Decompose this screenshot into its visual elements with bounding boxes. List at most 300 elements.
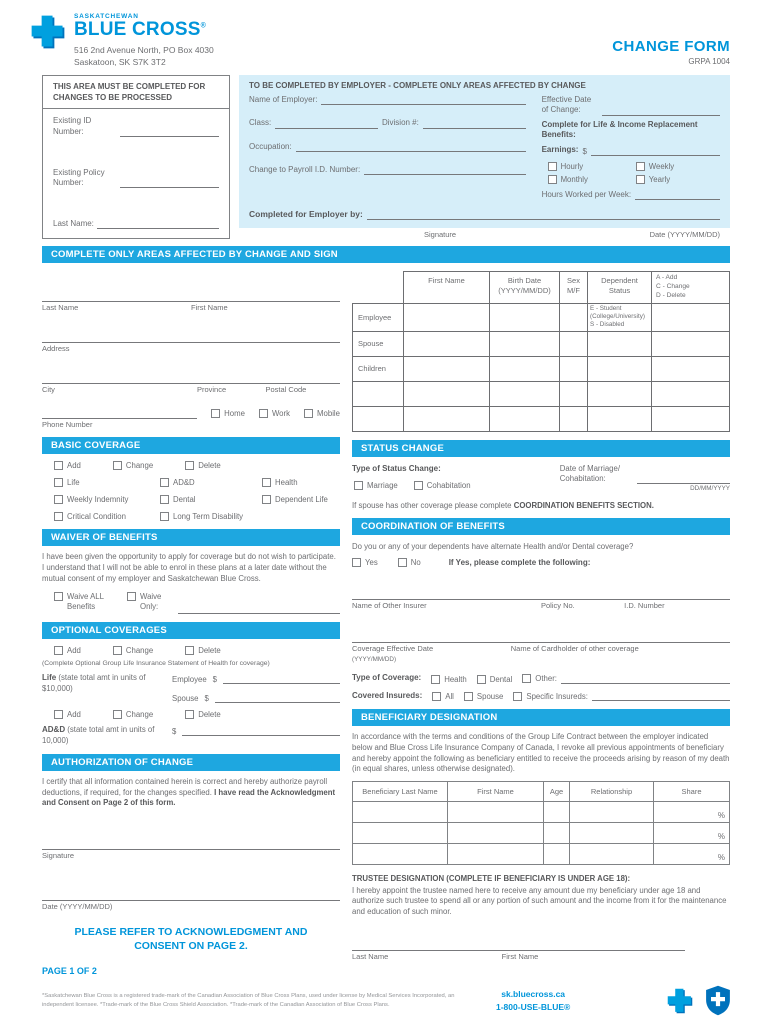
dependent-cell[interactable] bbox=[560, 357, 588, 382]
cohabitation-option bbox=[414, 481, 471, 490]
dependent-cell[interactable] bbox=[490, 382, 560, 407]
completed-by-label: Completed for Employer by: bbox=[249, 209, 363, 220]
postal-code-label: Postal Code bbox=[265, 385, 307, 395]
weekly-indemnity-checkbox[interactable] bbox=[54, 495, 63, 504]
insureds-spouse-option bbox=[464, 692, 503, 701]
optional-life-amounts bbox=[42, 673, 340, 703]
legend-add: A - Add bbox=[656, 274, 678, 282]
address-line1: 516 2nd Avenue North, PO Box 4030 bbox=[74, 45, 214, 55]
coverage-dental-label: Dental bbox=[489, 674, 513, 684]
marriage-date-input[interactable] bbox=[637, 474, 730, 484]
dependent-cell[interactable] bbox=[490, 304, 560, 332]
basic-change-label: Change bbox=[125, 461, 154, 471]
hours-worked-label: Hours Worked per Week: bbox=[541, 189, 632, 199]
insureds-specific-input[interactable] bbox=[592, 691, 730, 701]
opt-add-delete-label: Delete bbox=[198, 710, 221, 720]
earnings-field bbox=[542, 145, 720, 156]
basic-delete-label: Delete bbox=[198, 461, 221, 471]
footer-row bbox=[42, 985, 732, 1016]
optional-add-amounts bbox=[42, 725, 340, 746]
coordination-question: Do you or any of your dependents have alternate Health and/or Dental coverage? bbox=[352, 541, 634, 551]
employee-amount-row bbox=[172, 674, 340, 684]
weekly-indemnity-label: Weekly Indemnity bbox=[67, 495, 129, 505]
dependent-cell[interactable] bbox=[652, 407, 730, 432]
waive-only-option bbox=[127, 592, 340, 614]
effective-date-input[interactable] bbox=[602, 106, 720, 116]
dependent-cell[interactable] bbox=[588, 382, 652, 407]
status-note-text: If spouse has other coverage please complete bbox=[352, 500, 512, 510]
insurer-labels bbox=[352, 601, 730, 610]
insurer-input-line[interactable] bbox=[352, 583, 730, 600]
earnings-dollar-sign: $ bbox=[582, 146, 587, 156]
beneficiary-cell[interactable] bbox=[544, 802, 570, 823]
dependent-cell[interactable] bbox=[588, 407, 652, 432]
add-amount-row bbox=[172, 726, 340, 736]
coverage-date-input-line[interactable] bbox=[352, 626, 730, 643]
class-input[interactable] bbox=[275, 119, 378, 129]
coverage-dental-checkbox[interactable] bbox=[477, 675, 486, 684]
mobile-option bbox=[304, 409, 340, 418]
opt-add-delete-checkbox[interactable] bbox=[185, 710, 194, 719]
earnings-label: Earnings: bbox=[541, 145, 579, 155]
city-labels bbox=[42, 385, 340, 394]
beneficiary-cell[interactable] bbox=[544, 823, 570, 844]
coverage-other-checkbox[interactable] bbox=[522, 674, 531, 683]
dependent-header-sex: Sex M/F bbox=[560, 271, 588, 304]
dependent-cell[interactable] bbox=[490, 332, 560, 357]
beneficiary-cell[interactable] bbox=[352, 844, 448, 865]
name-input-line[interactable] bbox=[42, 285, 340, 302]
employee-dollar-sign: $ bbox=[212, 675, 218, 685]
basic-delete-checkbox[interactable] bbox=[185, 461, 194, 470]
work-option bbox=[259, 409, 290, 418]
marriage-date-format: DD/MM/YYYY bbox=[690, 484, 730, 492]
hours-worked-input[interactable] bbox=[635, 190, 720, 200]
city-input-line[interactable] bbox=[42, 367, 340, 384]
add-bold-label: AD&D bbox=[42, 725, 66, 735]
add-dollar-sign: $ bbox=[172, 727, 177, 737]
life-checkbox[interactable] bbox=[54, 478, 63, 487]
existing-id-label: Existing ID Number: bbox=[53, 116, 92, 136]
beneficiary-share-cell[interactable]: % bbox=[654, 823, 730, 844]
insureds-specific-option bbox=[513, 691, 730, 701]
refer-note: PLEASE REFER TO ACKNOWLEDGMENT AND CONSENT ON PAGE 2. bbox=[74, 925, 308, 953]
blue-cross-logo-icon bbox=[28, 12, 68, 52]
dependent-cell[interactable] bbox=[652, 382, 730, 407]
opt-life-change-label: Change bbox=[125, 646, 154, 656]
employer-grid bbox=[249, 95, 720, 201]
add-amount-column bbox=[172, 725, 340, 746]
weekly-label: Weekly bbox=[648, 161, 675, 171]
dependent-header-birth-date: Birth Date (YYYY/MM/DD) bbox=[490, 271, 560, 304]
last-name-label: Last Name bbox=[42, 303, 79, 313]
dependent-cell[interactable] bbox=[404, 357, 490, 382]
trustee-last-name-label: Last Name bbox=[352, 951, 389, 961]
ltd-option bbox=[160, 512, 260, 521]
employer-left-column bbox=[249, 95, 526, 201]
existing-policy-input[interactable] bbox=[120, 178, 219, 188]
first-name-label: First Name bbox=[191, 303, 228, 313]
basic-coverage-banner: BASIC COVERAGE bbox=[42, 437, 340, 454]
waive-only-input[interactable] bbox=[178, 604, 340, 614]
form-header bbox=[42, 12, 730, 69]
basic-add-option bbox=[54, 461, 81, 470]
employer-name-label: Name of Employer: bbox=[249, 94, 318, 104]
opt-add-change-label: Change bbox=[125, 710, 154, 720]
opt-life-change-option bbox=[113, 646, 153, 655]
work-checkbox[interactable] bbox=[259, 409, 268, 418]
dependent-cell[interactable] bbox=[560, 304, 588, 332]
covered-insureds-label: Covered Insureds: bbox=[352, 690, 423, 700]
website-link[interactable]: sk.bluecross.ca bbox=[501, 988, 566, 999]
registered-mark: ® bbox=[200, 22, 206, 30]
trustee-title: TRUSTEE DESIGNATION (COMPLETE IF BENEFICIARY IS UNDER AGE 18): bbox=[352, 873, 631, 883]
insureds-spouse-checkbox[interactable] bbox=[464, 692, 473, 701]
form-columns bbox=[42, 271, 730, 960]
add-checkbox[interactable] bbox=[160, 478, 169, 487]
marriage-checkbox[interactable] bbox=[354, 481, 363, 490]
basic-add-checkbox[interactable] bbox=[54, 461, 63, 470]
status-note-bold: COORDINATION BENEFITS SECTION. bbox=[513, 500, 654, 510]
opt-life-delete-checkbox[interactable] bbox=[185, 646, 194, 655]
ltd-checkbox[interactable] bbox=[160, 512, 169, 521]
address-input-line[interactable] bbox=[42, 326, 340, 343]
dependent-table bbox=[352, 271, 730, 431]
employee-amount-input[interactable] bbox=[223, 674, 340, 684]
beneficiary-cell[interactable] bbox=[570, 802, 654, 823]
city-label: City bbox=[42, 385, 55, 395]
beneficiary-header-age: Age bbox=[544, 781, 570, 802]
status-type-label: Type of Status Change: bbox=[352, 463, 441, 473]
payroll-field bbox=[249, 165, 526, 175]
must-complete-fields bbox=[43, 109, 229, 238]
insureds-all-option bbox=[432, 692, 454, 701]
employer-right-column bbox=[542, 95, 720, 201]
address-line2: Saskatoon, SK S7K 3T2 bbox=[74, 56, 166, 67]
signature-input-line[interactable] bbox=[42, 833, 340, 850]
page-number: PAGE 1 OF 2 bbox=[42, 966, 97, 976]
life-option bbox=[54, 478, 158, 487]
cohabitation-checkbox[interactable] bbox=[414, 481, 423, 490]
ltd-label: Long Term Disability bbox=[173, 512, 244, 522]
life-income-note: Complete for Life & Income Replacement Benefits: bbox=[541, 119, 698, 140]
form-code: GRPA 1004 bbox=[688, 57, 730, 66]
beneficiary-cell[interactable] bbox=[570, 844, 654, 865]
trustee-first-name-label: First Name bbox=[501, 951, 539, 961]
date-label: Date (YYYY/MM/DD) bbox=[42, 901, 113, 911]
beneficiary-cell[interactable] bbox=[544, 844, 570, 865]
completed-by-field bbox=[249, 209, 720, 220]
hours-worked-field bbox=[542, 190, 720, 200]
beneficiary-share-cell[interactable]: % bbox=[654, 802, 730, 823]
coverage-other-option bbox=[522, 674, 730, 684]
health-label: Health bbox=[275, 478, 298, 488]
existing-id-field bbox=[53, 116, 219, 137]
class-division-field bbox=[249, 118, 526, 128]
contact-block bbox=[496, 988, 570, 1014]
opt-life-delete-label: Delete bbox=[198, 646, 221, 656]
basic-change-checkbox[interactable] bbox=[113, 461, 122, 470]
status-note bbox=[352, 501, 730, 510]
home-label: Home bbox=[224, 409, 245, 419]
brand-name-text: BLUE CROSS bbox=[74, 19, 201, 40]
dental-label: Dental bbox=[173, 495, 196, 505]
dental-checkbox[interactable] bbox=[160, 495, 169, 504]
coverage-date-labels bbox=[352, 644, 730, 664]
hourly-checkbox[interactable] bbox=[548, 162, 557, 171]
opt-life-change-checkbox[interactable] bbox=[113, 646, 122, 655]
monthly-option bbox=[548, 175, 632, 184]
province-label: Province bbox=[196, 385, 227, 395]
no-label: No bbox=[410, 557, 421, 567]
legend-change: C - Change bbox=[656, 283, 690, 291]
coverage-health-checkbox[interactable] bbox=[431, 675, 440, 684]
children-row-label: Children bbox=[352, 357, 404, 382]
footer-cross-icon bbox=[665, 986, 695, 1016]
basic-coverage-options bbox=[42, 478, 340, 521]
beneficiary-paragraph: In accordance with the terms and conditions of the Group Life Contract between the employer indicated below and Blue Cross Life Insurance Company of Canada, I revoke all previous appointments of beneficiary and hereby appoint the following as beneficiary entitled to receive the proceeds arising by reason of my death (in equal shares, unless otherwise designated). bbox=[352, 732, 730, 774]
division-input[interactable] bbox=[423, 119, 526, 129]
dependent-cell[interactable] bbox=[560, 332, 588, 357]
life-label: Life bbox=[67, 478, 80, 488]
covered-insureds-row bbox=[352, 691, 730, 702]
effective-date-label: Effective Date of Change: bbox=[541, 94, 592, 115]
beneficiary-header-last-name: Beneficiary Last Name bbox=[352, 781, 448, 802]
beneficiary-cell[interactable] bbox=[352, 823, 448, 844]
insureds-all-checkbox[interactable] bbox=[432, 692, 441, 701]
mobile-checkbox[interactable] bbox=[304, 409, 313, 418]
yearly-label: Yearly bbox=[648, 174, 671, 184]
occupation-label: Occupation: bbox=[249, 141, 292, 151]
employer-box-title: TO BE COMPLETED BY EMPLOYER - COMPLETE ONLY AREAS AFFECTED BY CHANGE bbox=[249, 80, 586, 90]
spouse-amount-input[interactable] bbox=[215, 693, 340, 703]
main-section-banner: COMPLETE ONLY AREAS AFFECTED BY CHANGE AND SIGN bbox=[42, 246, 730, 263]
dependent-cell[interactable] bbox=[404, 407, 490, 432]
marriage-date-block bbox=[560, 464, 730, 492]
yes-label: Yes bbox=[365, 557, 378, 567]
employee-amount-label: Employee bbox=[172, 675, 207, 685]
spouse-amount-row bbox=[172, 693, 340, 703]
division-label: Division #: bbox=[381, 118, 419, 128]
yes-checkbox[interactable] bbox=[352, 558, 361, 567]
occupation-input[interactable] bbox=[296, 142, 526, 152]
beneficiary-cell[interactable] bbox=[448, 844, 544, 865]
opt-add-change-checkbox[interactable] bbox=[113, 710, 122, 719]
optional-add-actions bbox=[54, 710, 340, 719]
beneficiary-share-cell[interactable]: % bbox=[654, 844, 730, 865]
add-option bbox=[160, 478, 260, 487]
signature-label-row bbox=[42, 851, 340, 860]
opt-add-change-option bbox=[113, 710, 153, 719]
class-label: Class: bbox=[249, 118, 272, 128]
phone-input-line[interactable] bbox=[42, 402, 197, 419]
dependent-cell[interactable] bbox=[404, 304, 490, 332]
dependent-cell[interactable] bbox=[560, 407, 588, 432]
critical-condition-label: Critical Condition bbox=[67, 512, 126, 522]
critical-condition-checkbox[interactable] bbox=[54, 512, 63, 521]
phone-row bbox=[42, 402, 340, 419]
opt-add-add-label: Add bbox=[67, 710, 81, 720]
optional-add-label bbox=[42, 725, 162, 746]
children-row-label-3 bbox=[352, 407, 404, 432]
footer-icons bbox=[665, 985, 732, 1016]
employer-name-field bbox=[249, 95, 526, 105]
optional-note: (Complete Optional Group Life Insurance Statement of Health for coverage) bbox=[42, 660, 270, 668]
dependent-cell[interactable] bbox=[490, 357, 560, 382]
existing-id-input[interactable] bbox=[120, 127, 219, 137]
address-label: Address bbox=[42, 344, 70, 354]
waiver-paragraph: I have been given the opportunity to apply for coverage but do not wish to participate. I understand that I will not be able to enrol in these plans at a later date without the mutual consent of my employer and Saskatchewan Blue Cross. bbox=[42, 552, 336, 583]
marriage-date-label: Date of Marriage/ Cohabitation: bbox=[559, 463, 621, 483]
dependent-life-checkbox[interactable] bbox=[262, 495, 271, 504]
status-codes-note bbox=[588, 304, 652, 332]
address-labels bbox=[42, 344, 340, 353]
type-of-coverage-row bbox=[352, 673, 730, 684]
waive-all-checkbox[interactable] bbox=[54, 592, 63, 601]
beneficiary-cell[interactable] bbox=[448, 823, 544, 844]
trustee-input-line[interactable] bbox=[352, 934, 685, 951]
employer-box bbox=[239, 75, 730, 229]
last-name-field bbox=[53, 219, 219, 229]
date-input-line[interactable] bbox=[42, 884, 340, 901]
waiver-options bbox=[42, 592, 340, 614]
life-amount-column bbox=[172, 673, 340, 703]
hourly-option bbox=[548, 162, 632, 171]
phone-number: 1-800-USE-BLUE® bbox=[496, 1001, 571, 1012]
phone-type-options bbox=[211, 409, 340, 419]
completed-by-input[interactable] bbox=[367, 210, 720, 220]
waive-only-label: Waive Only: bbox=[140, 592, 162, 612]
last-name-label: Last Name: bbox=[53, 219, 94, 228]
authorization-banner: AUTHORIZATION OF CHANGE bbox=[42, 754, 340, 771]
company-address bbox=[74, 45, 214, 69]
weekly-option bbox=[636, 162, 720, 171]
effective-date-field bbox=[542, 95, 720, 116]
employer-section bbox=[239, 75, 730, 240]
dependent-cell[interactable] bbox=[652, 304, 730, 332]
dependent-cell[interactable] bbox=[652, 357, 730, 382]
status-code-student: E - Student (College/University) bbox=[590, 305, 645, 321]
name-labels bbox=[42, 303, 340, 312]
beneficiary-cell[interactable] bbox=[448, 802, 544, 823]
dependent-cell[interactable] bbox=[404, 332, 490, 357]
authorization-paragraph bbox=[42, 777, 340, 809]
coverage-other-input[interactable] bbox=[561, 674, 730, 684]
no-checkbox[interactable] bbox=[398, 558, 407, 567]
authorization-bold-text: I have read the Acknowledgment and Consent on Page 2 of this form. bbox=[42, 787, 336, 808]
trustee-labels bbox=[352, 952, 685, 961]
insureds-spouse-label: Spouse bbox=[476, 692, 504, 702]
children-row-label-2 bbox=[352, 382, 404, 407]
dependent-acd-legend bbox=[652, 271, 730, 304]
insureds-specific-checkbox[interactable] bbox=[513, 692, 522, 701]
last-name-input[interactable] bbox=[97, 219, 219, 229]
coverage-other-label: Other: bbox=[535, 674, 557, 684]
type-of-coverage-label: Type of Coverage: bbox=[352, 672, 422, 682]
brand-region: SASKATCHEWAN bbox=[74, 13, 139, 20]
if-yes-note: If Yes, please complete the following: bbox=[448, 557, 591, 567]
dependent-cell[interactable] bbox=[560, 382, 588, 407]
insureds-all-label: All bbox=[445, 692, 454, 702]
coverage-dental-option bbox=[477, 675, 513, 684]
opt-life-delete-option bbox=[185, 646, 221, 655]
monthly-checkbox[interactable] bbox=[548, 175, 557, 184]
brand-block bbox=[28, 12, 214, 69]
beneficiary-cell[interactable] bbox=[570, 823, 654, 844]
opt-life-add-label: Add bbox=[67, 646, 81, 656]
yearly-option bbox=[636, 175, 720, 184]
waive-all-label: Waive ALL Benefits bbox=[67, 592, 104, 612]
yes-option bbox=[352, 558, 378, 567]
id-number-label: I.D. Number bbox=[624, 600, 665, 610]
home-checkbox[interactable] bbox=[211, 409, 220, 418]
health-checkbox[interactable] bbox=[262, 478, 271, 487]
policy-no-label: Policy No. bbox=[541, 600, 575, 610]
basic-add-label: Add bbox=[67, 461, 81, 471]
dependent-header-first-name: First Name bbox=[404, 271, 490, 304]
left-column bbox=[42, 271, 340, 960]
opt-add-add-option bbox=[54, 710, 81, 719]
opt-add-delete-option bbox=[185, 710, 221, 719]
opt-life-add-checkbox[interactable] bbox=[54, 646, 63, 655]
signature-label: Signature bbox=[42, 850, 75, 860]
marriage-date-field bbox=[560, 464, 730, 484]
footnote: *Saskatchewan Blue Cross is a registered trade-mark of the Canadian Association of Blue Cross Plans, used under license by Medical Services Incorporated, an independent licensee. *Trade-mark of the Blue Cross Shield Association. *Trade-mark of the Canadian Association of Blue Cross Plans. bbox=[42, 993, 455, 1008]
dependent-cell[interactable] bbox=[588, 357, 652, 382]
dependent-cell[interactable] bbox=[490, 407, 560, 432]
employee-row-label: Employee bbox=[352, 304, 404, 332]
occupation-field bbox=[249, 142, 526, 152]
employer-signature-row bbox=[239, 228, 730, 239]
beneficiary-table bbox=[352, 781, 730, 865]
payroll-input[interactable] bbox=[364, 165, 525, 175]
phone-labels bbox=[42, 420, 340, 429]
waive-only-checkbox[interactable] bbox=[127, 592, 136, 601]
status-type-options bbox=[352, 481, 548, 490]
beneficiary-cell[interactable] bbox=[352, 802, 448, 823]
coordination-banner: COORDINATION OF BENEFITS bbox=[352, 518, 730, 535]
dependent-header-empty bbox=[352, 271, 404, 304]
brand-name bbox=[74, 19, 206, 40]
weekly-indemnity-option bbox=[54, 495, 158, 504]
dependent-cell[interactable] bbox=[588, 332, 652, 357]
footer bbox=[42, 966, 732, 1016]
marriage-label: Marriage bbox=[367, 481, 398, 491]
weekly-checkbox[interactable] bbox=[636, 162, 645, 171]
opt-add-add-checkbox[interactable] bbox=[54, 710, 63, 719]
insurer-label: Name of Other Insurer bbox=[352, 600, 427, 610]
must-complete-box bbox=[42, 75, 230, 240]
dependent-cell[interactable] bbox=[652, 332, 730, 357]
status-change-banner: STATUS CHANGE bbox=[352, 440, 730, 457]
payroll-label: Change to Payroll I.D. Number: bbox=[249, 164, 361, 174]
earnings-input[interactable] bbox=[591, 146, 720, 156]
beneficiary-header-share: Share bbox=[654, 781, 730, 802]
add-amount-input[interactable] bbox=[182, 726, 340, 736]
life-rest-label: (state total amt in units of $10,000) bbox=[42, 673, 146, 693]
work-label: Work bbox=[271, 409, 291, 419]
date-label-row bbox=[42, 902, 340, 911]
dependent-cell[interactable] bbox=[404, 382, 490, 407]
dependent-header-status: Dependent Status bbox=[588, 271, 652, 304]
yearly-checkbox[interactable] bbox=[636, 175, 645, 184]
life-bold-label: Life bbox=[42, 673, 57, 683]
monthly-label: Monthly bbox=[560, 174, 588, 184]
employer-name-input[interactable] bbox=[321, 95, 525, 105]
title-block bbox=[612, 12, 730, 69]
authorization-text: I certify that all information contained herein is correct and hereby authorize payroll deductions, if required, for the changes specified. bbox=[42, 777, 328, 797]
insureds-specific-label: Specific Insureds: bbox=[526, 691, 588, 701]
